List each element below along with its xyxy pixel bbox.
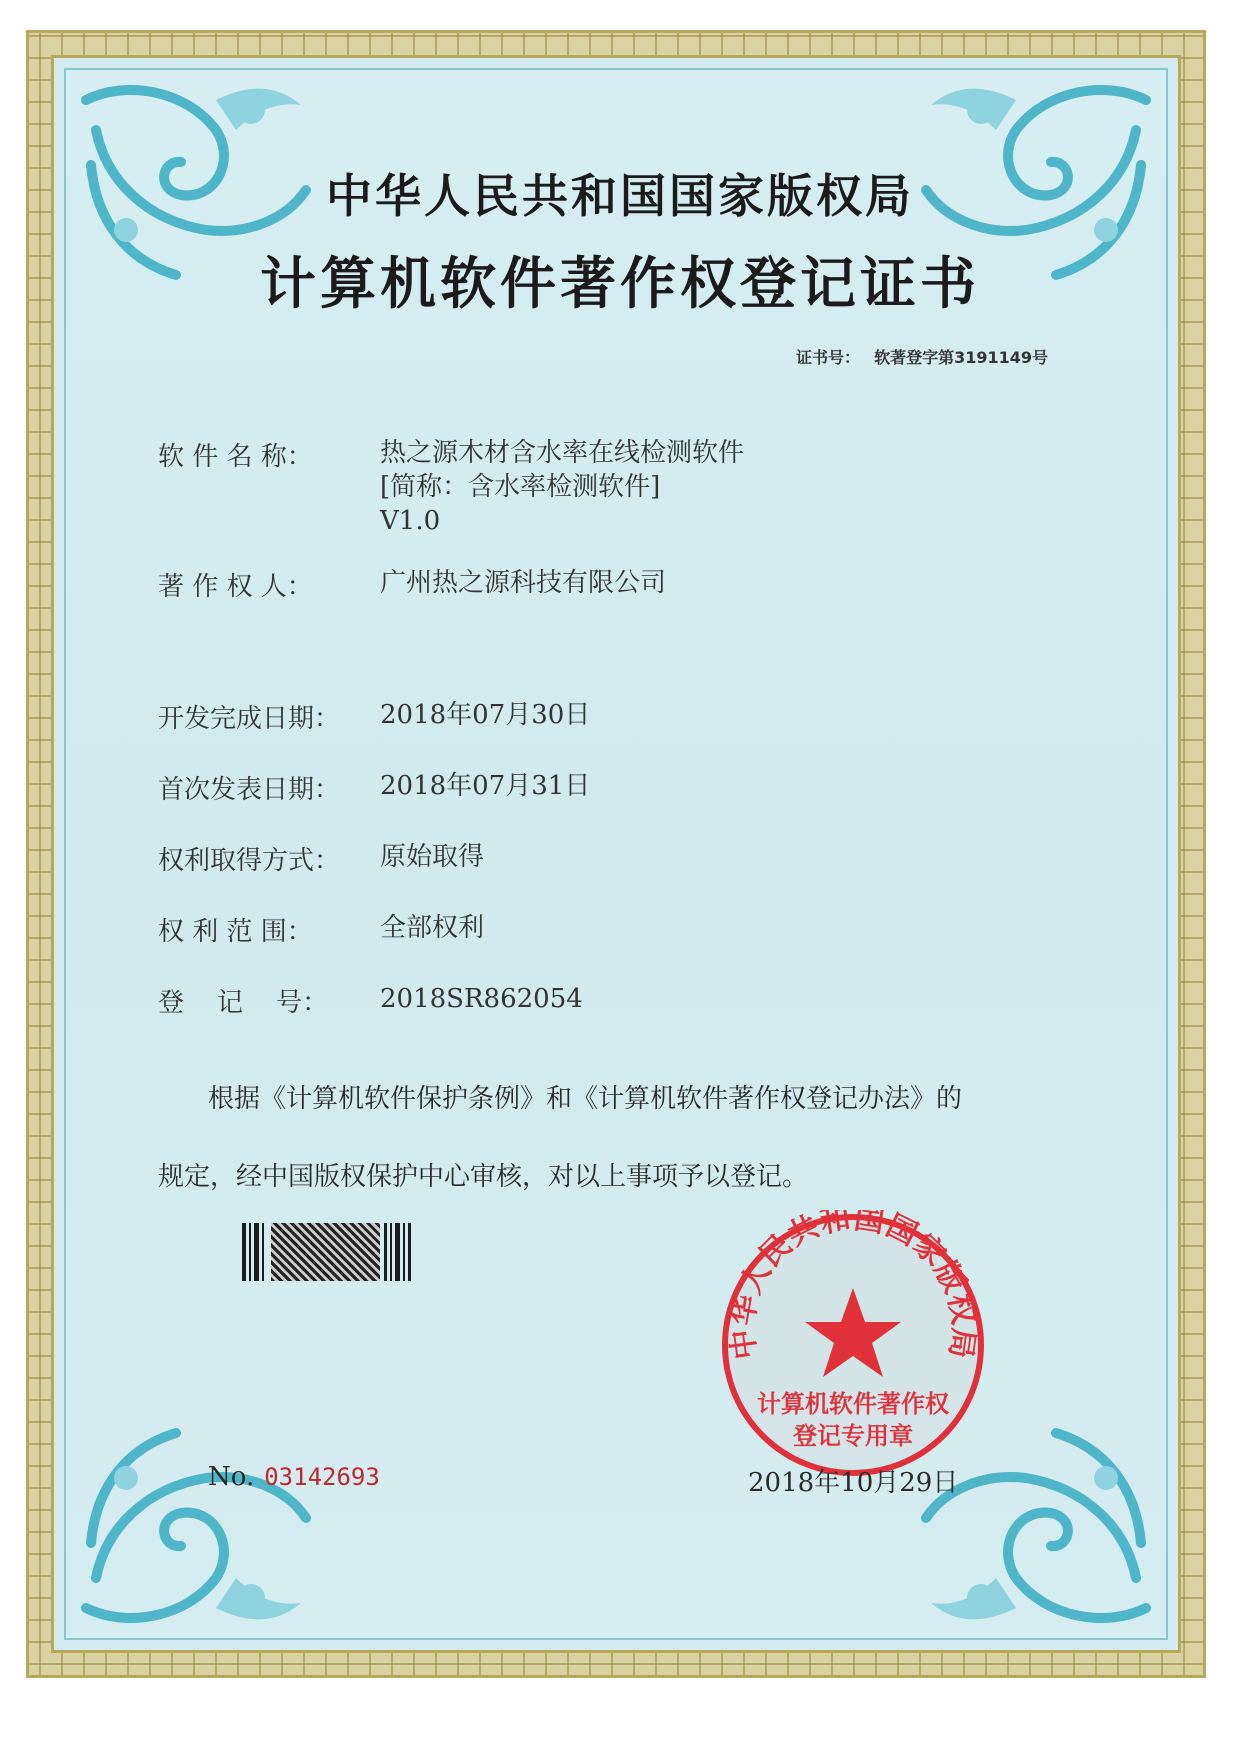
- seal-line1: 计算机软件著作权: [757, 1390, 949, 1418]
- completion-date-label: 开发完成日期：: [158, 704, 341, 734]
- acquisition-method-label: 权利取得方式：: [158, 846, 341, 876]
- rights-scope-value: 全部权利: [380, 913, 485, 943]
- software-name-label: 软 件 名 称：: [158, 442, 313, 472]
- certificate-number-label: 证书号：: [796, 348, 861, 367]
- software-name-value: [380, 436, 744, 538]
- field-rights-scope: [158, 911, 484, 948]
- software-name-line1: 热之源木材含水率在线检测软件: [380, 438, 745, 468]
- software-version: V1.0: [380, 506, 441, 536]
- serial-number-value: 03142693: [264, 1463, 380, 1491]
- corner-ornament-bottom-left: [66, 1418, 326, 1638]
- statement-line1: 根据《计算机软件保护条例》和《计算机软件著作权登记办法》的: [208, 1084, 963, 1114]
- serial-number: [208, 1462, 380, 1492]
- serial-prefix: No.: [208, 1462, 255, 1492]
- certificate-title: 计算机软件著作权登记证书: [260, 252, 980, 317]
- issuer-heading: 中华人民共和国国家版权局: [326, 169, 914, 223]
- acquisition-method-value: 原始取得: [380, 842, 485, 872]
- seal-ring-text: 中华人民共和国国家版权局: [725, 1210, 981, 1362]
- completion-date-value: 2018年07月30日: [380, 700, 591, 730]
- field-first-publication-date: [158, 769, 590, 806]
- issue-date: 2018年10月29日: [748, 1468, 959, 1498]
- software-name-line2: [简称：含水率检测软件]: [380, 472, 661, 502]
- official-seal: [718, 1210, 988, 1480]
- copyright-owner-label: 著 作 权 人：: [158, 572, 313, 602]
- certificate-number-value: 软著登字第3191149号: [874, 348, 1048, 367]
- certificate-number: [796, 345, 1062, 368]
- statement-line2: 规定，经中国版权保护中心审核，对以上事项予以登记。: [158, 1162, 809, 1192]
- rights-scope-label: 权 利 范 围：: [158, 917, 313, 947]
- field-registration-number: [158, 982, 583, 1019]
- registration-number-label: 登 记 号：: [158, 988, 329, 1018]
- field-software-name: [158, 436, 744, 538]
- copyright-owner-value: 广州热之源科技有限公司: [380, 568, 667, 598]
- field-completion-date: [158, 698, 590, 735]
- barcode: [242, 1223, 414, 1281]
- first-publication-date-label: 首次发表日期：: [158, 775, 341, 805]
- field-copyright-owner: [158, 566, 666, 603]
- seal-line2: 登记专用章: [793, 1422, 913, 1450]
- field-acquisition-method: [158, 840, 484, 877]
- registration-number-value: 2018SR862054: [380, 984, 583, 1014]
- first-publication-date-value: 2018年07月31日: [380, 771, 591, 801]
